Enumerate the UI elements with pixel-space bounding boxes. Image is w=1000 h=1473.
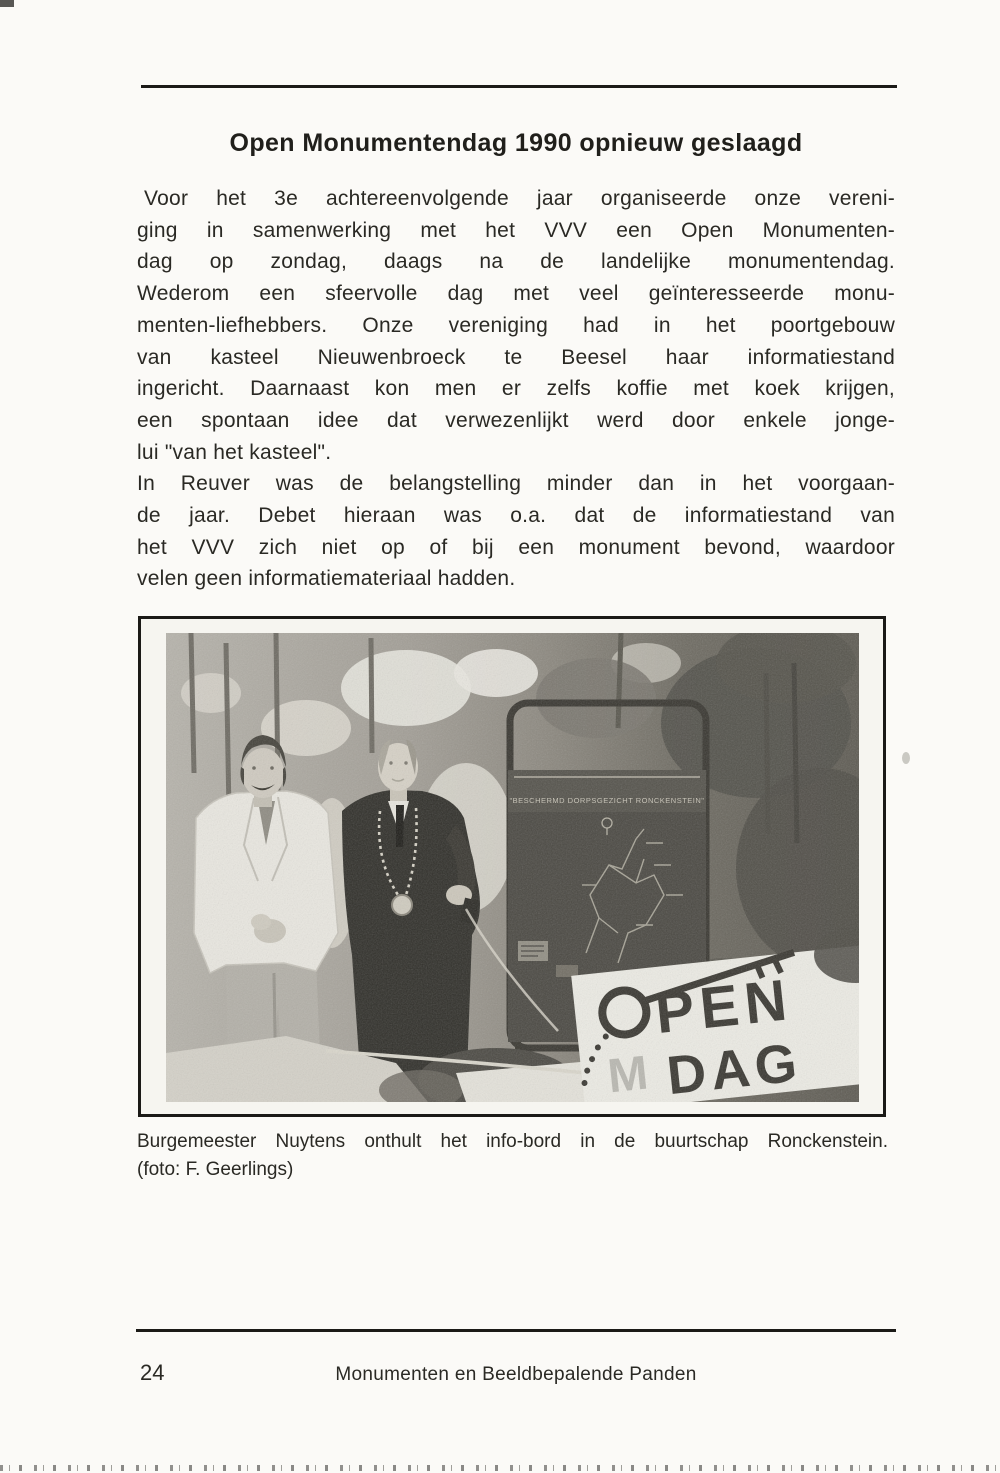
body-line: Wederom een sfeervolle dag met veel geïnteresseerde monu-	[137, 282, 895, 306]
photo-grain-overlay	[166, 633, 859, 1102]
body-line: dag op zondag, daags na de landelijke monumentendag.	[137, 250, 895, 274]
body-line: de jaar. Debet hieraan was o.a. dat de informatiestand van	[137, 504, 895, 528]
photo-frame	[138, 616, 886, 1117]
body-line: een spontaan idee dat verwezenlijkt werd door enkele jonge-	[137, 408, 895, 432]
body-line: het VVV zich niet op of bij een monument bevond, waardoor	[137, 535, 895, 559]
article-title: Open Monumentendag 1990 opnieuw geslaagd	[229, 128, 803, 157]
body-line: menten-liefhebbers. Onze vereniging had in het poortgebouw	[137, 313, 895, 337]
body-line: Voor het 3e achtereenvolgende jaar organiseerde onze vereni-	[144, 187, 895, 210]
top-rule	[141, 85, 897, 88]
scan-artifact-dot	[902, 752, 910, 764]
body-line: ging in samenwerking met het VVV een Open Monumenten-	[137, 218, 895, 242]
body-line: ingericht. Daarnaast kon men er zelfs koffie met koek krijgen,	[137, 377, 895, 401]
caption-line: Burgemeester Nuytens onthult het info-bord in de buurtschap Ronckenstein.	[137, 1131, 888, 1152]
bottom-rule	[136, 1329, 896, 1332]
page-number: 24	[140, 1360, 165, 1385]
body-line: In Reuver was de belangstelling minder dan in het voorgaan-	[137, 472, 895, 496]
scan-artifact-corner	[0, 0, 14, 7]
body-line: van kasteel Nieuwenbroeck te Beesel haar informatiestand	[137, 345, 895, 369]
article-body	[137, 183, 895, 595]
photo-illustration	[166, 633, 859, 1102]
photo-caption	[137, 1128, 888, 1184]
footer-title: Monumenten en Beeldbepalende Panden	[335, 1364, 697, 1385]
body-line: lui "van het kasteel".	[137, 440, 332, 464]
caption-credit: (foto: F. Geerlings)	[137, 1159, 294, 1180]
body-line: velen geen informatiemateriaal hadden.	[137, 567, 516, 591]
scan-artifact-bottom-edge	[0, 1465, 1000, 1471]
photo-unveiling-info-board	[166, 633, 859, 1102]
